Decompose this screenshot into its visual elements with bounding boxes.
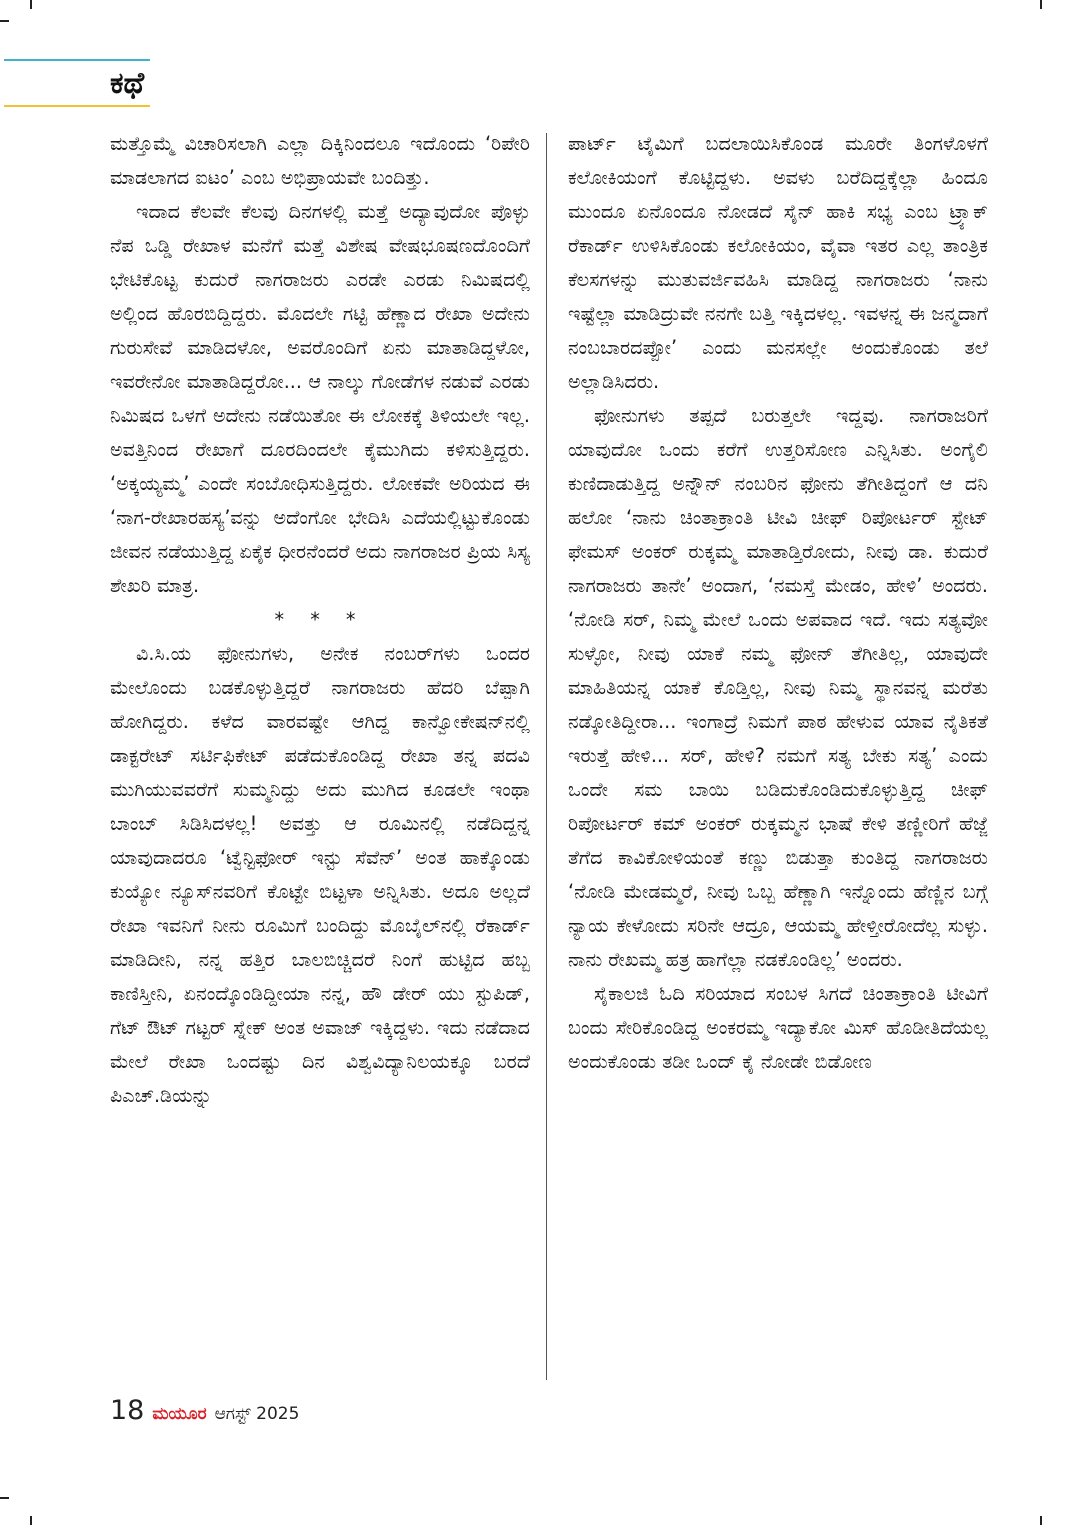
section-title: ಕಥೆ bbox=[110, 66, 145, 101]
right-column bbox=[568, 127, 988, 1079]
crop-mark bbox=[0, 20, 9, 22]
page-footer bbox=[110, 1395, 299, 1429]
section-separator: * * * bbox=[274, 608, 366, 631]
left-column bbox=[110, 127, 530, 1113]
magazine-logo: ಮಯೂರ bbox=[152, 1404, 207, 1424]
paragraph: ಫೋನುಗಳು ತಪ್ಪದೆ ಬರುತ್ತಲೇ ಇದ್ದವು. ನಾಗರಾಜರಿಗೆ ಯಾವುದೋ ಒಂದು ಕರೆಗೆ ಉತ್ತರಿಸೋಣ ಎನ್ನಿಸಿತು. ಅಂಗೈಲಿ ಕುಣಿದಾಡುತ್ತಿದ್ದ ಅನ್ನೌನ್ ನಂಬರಿನ ಫೋನು ತೆಗೀತಿದ್ದಂಗೆ ಆ ದನಿ ಹಲೋ ‘ನಾನು ಚಿಂತಾಕ್ರಾಂತಿ ಟೀವಿ ಚೀಫ್ ರಿಪೋರ್ಟರ್ ಸ್ಟೇಟ್ ಫೇಮಸ್ ಅಂಕರ್ ರುಕ್ಕಮ್ಮ ಮಾತಾಡ್ತಿರೋದು, ನೀವು ಡಾ. ಕುದುರೆ ನಾಗರಾಜರು ತಾನೇ’ ಅಂದಾಗ, ‘ನಮಸ್ತೆ ಮೇಡಂ, ಹೇಳಿ’ ಅಂದರು. ‘ನೋಡಿ ಸರ್, ನಿಮ್ಮ ಮೇಲೆ ಒಂದು ಅಪವಾದ ಇದೆ. ಇದು ಸತ್ಯವೋ ಸುಳ್ಳೋ, ನೀವು ಯಾಕೆ ನಮ್ಮ ಫೋನ್ ತೆಗೀತಿಲ್ಲ, ಯಾವುದೇ ಮಾಹಿತಿಯನ್ನ ಯಾಕೆ ಕೊಡ್ತಿಲ್ಲ, ನೀವು ನಿಮ್ಮ ಸ್ಥಾನವನ್ನ ಮರೆತು ನಡ್ಕೋತಿದ್ದೀರಾ... ಇಂಗಾದ್ರೆ ನಿಮಗೆ ಪಾಠ ಹೇಳುವ ಯಾವ ನೈತಿಕತೆ ಇರುತ್ತೆ ಹೇಳಿ... ಸರ್, ಹೇಳಿ? ನಮಗೆ ಸತ್ಯ ಬೇಕು ಸತ್ಯ’ ಎಂದು ಒಂದೇ ಸಮ ಬಾಯಿ ಬಡಿದುಕೊಂಡಿದುಕೊಳ್ಳುತ್ತಿದ್ದ ಚೀಫ್ ರಿಪೋರ್ಟರ್ ಕಮ್ ಅಂಕರ್ ರುಕ್ಕಮ್ಮನ ಭಾಷೆ ಕೇಳಿ ತಣ್ಣೀರಿಗೆ ಹೆಜ್ಜೆ ತೆಗೆದ ಕಾವಿಕೋಳಿಯಂತೆ ಕಣ್ಣು ಬಿಡುತ್ತಾ ಕುಂತಿದ್ದ ನಾಗರಾಜರು ‘ನೋಡಿ ಮೇಡಮ್ಮರೆ, ನೀವು ಒಬ್ಬ ಹೆಣ್ಣಾಗಿ ಇನ್ನೊಂದು ಹೆಣ್ಣಿನ ಬಗ್ಗೆ ನ್ಯಾಯ ಕೇಳೋದು ಸರಿನೇ ಆದ್ರೂ, ಆಯಮ್ಮ ಹೇಳ್ತೀರೋದೆಲ್ಲ ಸುಳ್ಳು. ನಾನು ರೇಖಮ್ಮ ಹತ್ರ ಹಾಗೆಲ್ಲಾ ನಡಕೊಂಡಿಲ್ಲ’ ಅಂದರು. bbox=[568, 404, 988, 971]
paragraph: ಸೈಕಾಲಜಿ ಓದಿ ಸರಿಯಾದ ಸಂಬಳ ಸಿಗದೆ ಚಿಂತಾಕ್ರಾಂತಿ ಟೀವಿಗೆ ಬಂದು ಸೇರಿಕೊಂಡಿದ್ದ ಅಂಕರಮ್ಮ ಇದ್ಯಾಕೋ ಮಿಸ್ ಹೊಡೀತಿದೆಯಲ್ಲ ಅಂದುಕೊಂಡು ತಡೀ ಒಂದ್ ಕೈ ನೋಡೇ ಬಿಡೋಣ bbox=[568, 982, 988, 1073]
header-bottom-rule bbox=[4, 105, 150, 107]
crop-mark bbox=[30, 0, 32, 9]
crop-mark bbox=[0, 1497, 9, 1499]
crop-mark bbox=[30, 1516, 32, 1525]
paragraph: ವಿ.ಸಿ.ಯ ಫೋನುಗಳು, ಅನೇಕ ನಂಬರ್‌ಗಳು ಒಂದರ ಮೇಲೊಂದು ಬಡಕೊಳ್ಳುತ್ತಿದ್ದರೆ ನಾಗರಾಜರು ಹೆದರಿ ಬೆಪ್ಪಾಗಿ ಹೋಗಿದ್ದರು. ಕಳೆದ ವಾರವಷ್ಟೇ ಆಗಿದ್ದ ಕಾನ್ವೋಕೇಷನ್‌ನಲ್ಲಿ ಡಾಕ್ಟರೇಟ್ ಸರ್ಟಿಫಿಕೇಟ್ ಪಡೆದುಕೊಂಡಿದ್ದ ರೇಖಾ ತನ್ನ ಪದವಿ ಮುಗಿಯುವವರೆಗೆ ಸುಮ್ಮನಿದ್ದು ಅದು ಮುಗಿದ ಕೂಡಲೇ ಇಂಥಾ ಬಾಂಬ್ ಸಿಡಿಸಿದಳಲ್ಲ! ಅವತ್ತು ಆ ರೂಮಿನಲ್ಲಿ ನಡೆದಿದ್ದನ್ನ ಯಾವುದಾದರೂ ‘ಟ್ವೆನ್ಟಿಫೋರ್ ಇನ್ಟು ಸೆವೆನ್’ ಅಂತ ಹಾಕ್ಕೊಂಡು ಕುಯ್ಯೋ ನ್ಯೂಸ್‌ನವರಿಗೆ ಕೊಟ್ಟೇ ಬಿಟ್ಟಳಾ ಅನ್ನಿಸಿತು. ಅದೂ ಅಲ್ಲದೆ ರೇಖಾ ಇವನಿಗೆ ನೀನು ರೂಮಿಗೆ ಬಂದಿದ್ದು ಮೊಬೈಲ್‌ನಲ್ಲಿ ರೆಕಾರ್ಡ್ ಮಾಡಿದೀನಿ, ನನ್ನ ಹತ್ತಿರ ಬಾಲಬಿಚ್ಚಿದರೆ ನಿಂಗೆ ಹುಟ್ಟಿದ ಹಬ್ಬ ಕಾಣಿಸ್ತೀನಿ, ಏನಂದ್ಕೊಂಡಿದ್ದೀಯಾ ನನ್ನ, ಹೌ ಡೇರ್ ಯು ಸ್ಟುಪಿಡ್, ಗೆಟ್ ಔಟ್ ಗಟ್ಟರ್ ಸ್ನೇಕ್ ಅಂತ ಅವಾಜ್ ಇಕ್ಕಿದ್ದಳು. ಇದು ನಡೆದಾದ ಮೇಲೆ ರೇಖಾ ಒಂದಷ್ಟು ದಿನ ವಿಶ್ವವಿದ್ಯಾನಿಲಯಕ್ಕೂ ಬರದೆ ಪಿಎಚ್.ಡಿಯನ್ನು bbox=[110, 642, 530, 1107]
column-divider bbox=[546, 133, 547, 1380]
paragraph: ಮತ್ತೊಮ್ಮೆ ವಿಚಾರಿಸಲಾಗಿ ಎಲ್ಲಾ ದಿಕ್ಕಿನಿಂದಲೂ ಇದೊಂದು ‘ರಿಪೇರಿ ಮಾಡಲಾಗದ ಐಟಂ’ ಎಂಬ ಅಭಿಪ್ರಾಯವೇ ಬಂದಿತ್ತು. bbox=[110, 132, 530, 189]
page-number: 18 bbox=[110, 1395, 145, 1426]
header-top-rule bbox=[4, 59, 150, 61]
issue-date: ಆಗಸ್ಟ್ 2025 bbox=[214, 1404, 300, 1424]
crop-mark bbox=[1040, 1516, 1042, 1525]
paragraph: ಇದಾದ ಕೆಲವೇ ಕೆಲವು ದಿನಗಳಲ್ಲಿ ಮತ್ತೆ ಅದ್ಯಾವುದೋ ಪೊಳ್ಳು ನೆಪ ಒಡ್ಡಿ ರೇಖಾಳ ಮನೆಗೆ ಮತ್ತೆ ವಿಶೇಷ ವೇಷಭೂಷಣದೊಂದಿಗೆ ಭೇಟಿಕೊಟ್ಟ ಕುದುರೆ ನಾಗರಾಜರು ಎರಡೇ ಎರಡು ನಿಮಿಷದಲ್ಲಿ ಅಲ್ಲಿಂದ ಹೊರಬಿದ್ದಿದ್ದರು. ಮೊದಲೇ ಗಟ್ಟಿ ಹೆಣ್ಣಾದ ರೇಖಾ ಅದೇನು ಗುರುಸೇವೆ ಮಾಡಿದಳೋ, ಅವರೊಂದಿಗೆ ಏನು ಮಾತಾಡಿದ್ದಳೋ, ಇವರೇನೋ ಮಾತಾಡಿದ್ದರೋ... ಆ ನಾಲ್ಕು ಗೋಡೆಗಳ ನಡುವೆ ಎರಡು ನಿಮಿಷದ ಒಳಗೆ ಅದೇನು ನಡೆಯಿತೋ ಈ ಲೋಕಕ್ಕೆ ತಿಳಿಯಲೇ ಇಲ್ಲ. ಅವತ್ತಿನಿಂದ ರೇಖಾಗೆ ದೂರದಿಂದಲೇ ಕೈಮುಗಿದು ಕಳಿಸುತ್ತಿದ್ದರು. ‘ಅಕ್ಕಯ್ಯಮ್ಮ’ ಎಂದೇ ಸಂಬೋಧಿಸುತ್ತಿದ್ದರು. ಲೋಕವೇ ಅರಿಯದ ಈ ‘ನಾಗ-ರೇಖಾರಹಸ್ಯ’ವನ್ನು ಅದೆಂಗೋ ಭೇದಿಸಿ ಎದೆಯಲ್ಲಿಟ್ಟುಕೊಂಡು ಜೀವನ ನಡೆಯುತ್ತಿದ್ದ ಏಕೈಕ ಧೀರನೆಂದರೆ ಅದು ನಾಗರಾಜರ ಪ್ರಿಯ ಸಿಸ್ಯ ಶೇಖರಿ ಮಾತ್ರ. bbox=[110, 200, 530, 597]
crop-mark bbox=[1040, 0, 1042, 9]
paragraph: ಪಾರ್ಟ್ ಟೈಮಿಗೆ ಬದಲಾಯಿಸಿಕೊಂಡ ಮೂರೇ ತಿಂಗಳೊಳಗೆ ಕಲೋಕಿಯಂಗೆ ಕೊಟ್ಟಿದ್ದಳು. ಅವಳು ಬರೆದಿದ್ದಕ್ಕೆಲ್ಲಾ ಹಿಂದೂ ಮುಂದೂ ಏನೊಂದೂ ನೋಡದೆ ಸೈನ್ ಹಾಕಿ ಸಭ್ಯ ಎಂಬ ಟ್ರ್ಯಾಕ್ ರೆಕಾರ್ಡ್ ಉಳಿಸಿಕೊಂಡು ಕಲೋಕಿಯಂ, ವೈವಾ ಇತರ ಎಲ್ಲ ತಾಂತ್ರಿಕ ಕೆಲಸಗಳನ್ನು ಮುತುವರ್ಜಿವಹಿಸಿ ಮಾಡಿದ್ದ ನಾಗರಾಜರು ‘ನಾನು ಇಷ್ಟೆಲ್ಲಾ ಮಾಡಿದ್ರುವೇ ನನಗೇ ಬತ್ತಿ ಇಕ್ಕಿದಳಲ್ಲ. ಇವಳನ್ನ ಈ ಜನ್ಮದಾಗೆ ನಂಬಬಾರದಪ್ಪೋ’ ಎಂದು ಮನಸಲ್ಲೇ ಅಂದುಕೊಂಡು ತಲೆ ಅಲ್ಲಾಡಿಸಿದರು. bbox=[568, 132, 988, 393]
